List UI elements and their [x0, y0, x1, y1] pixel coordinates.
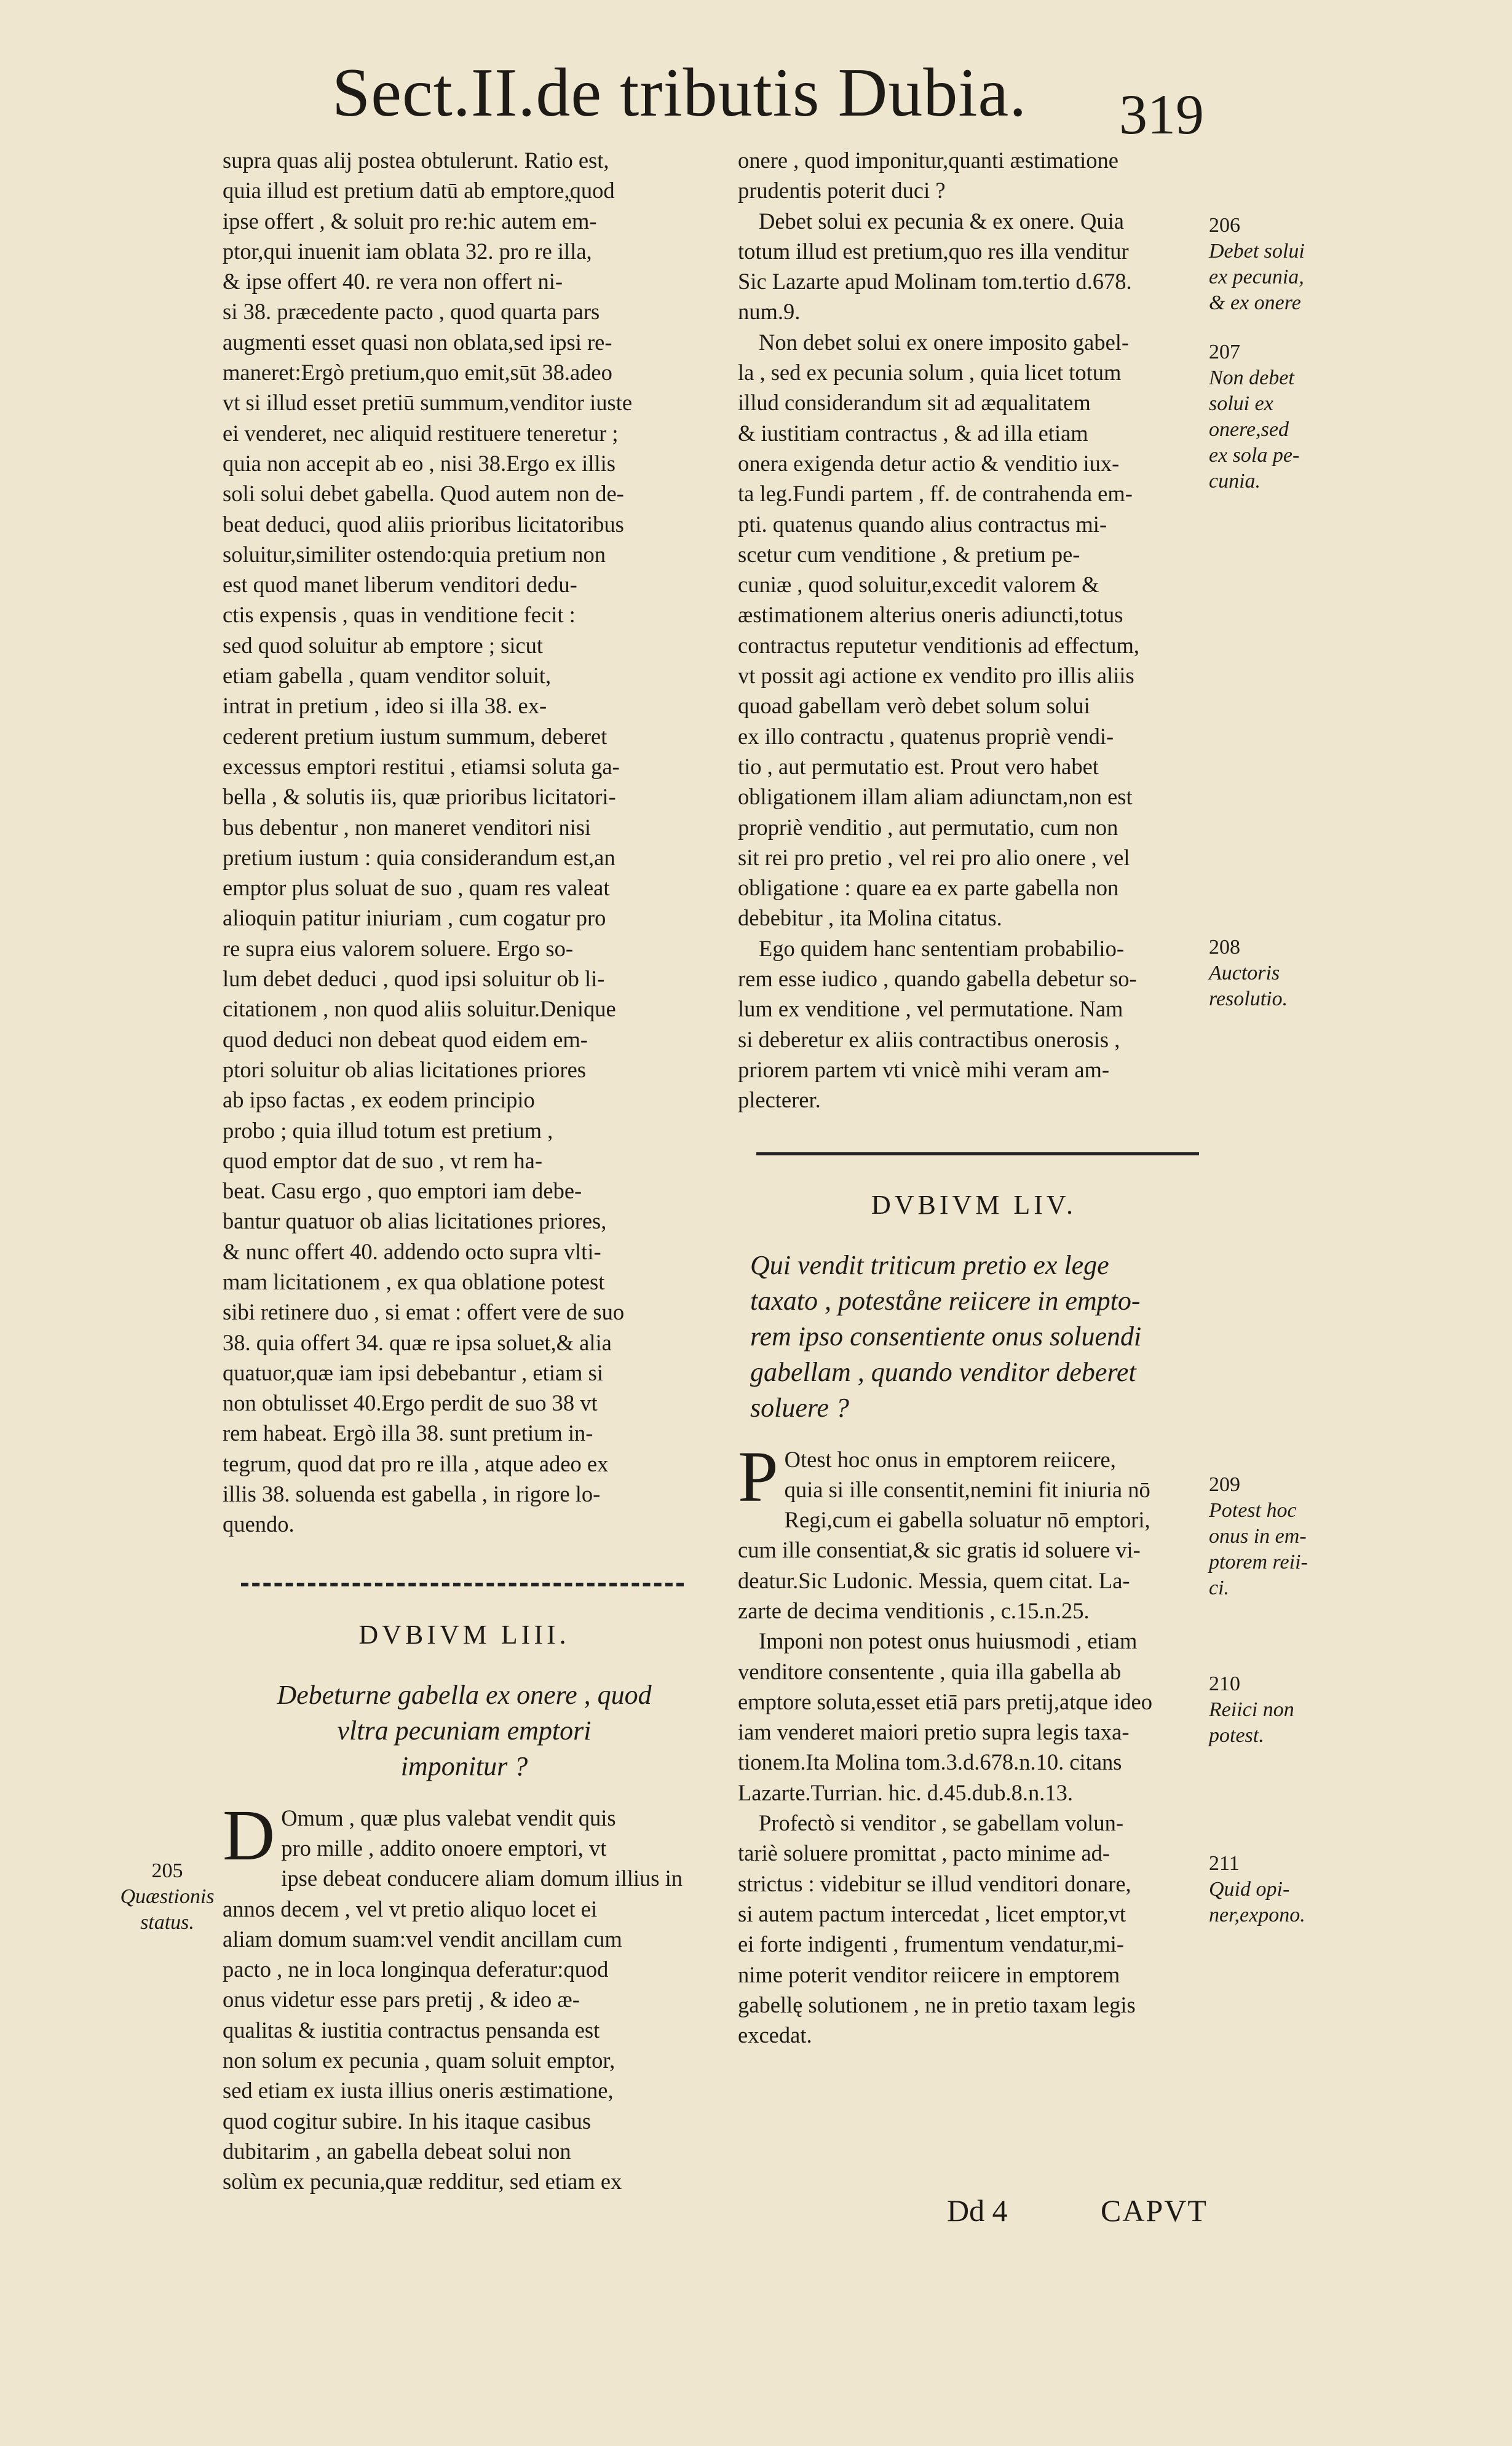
margin-note-line: Non debet [1209, 366, 1294, 389]
text-line: ex illo contractu , quatenus propriè vendi- [738, 723, 1114, 749]
text-line: annos decem , vel vt pretio aliquo locet ei [223, 1896, 598, 1922]
text-line: tio , aut permutatio est. Prout vero habet [738, 753, 1099, 779]
text-line: ta leg.Fundi partem , ff. de contrahenda em- [738, 481, 1133, 507]
margin-note-208 [1209, 935, 1350, 1012]
text-line: rem ipso consentiente onus soluendi [750, 1321, 1142, 1352]
text-line: supra quas alij postea obtulerunt. Ratio est, [223, 148, 609, 173]
text-line: pti. quatenus quando alius contractus mi- [738, 511, 1107, 537]
text-line: est quod manet liberum venditori dedu- [223, 572, 577, 598]
text-line: nime poterit venditor reiicere in emptorem [738, 1961, 1120, 1987]
text-line: & ipse offert 40. re vera non offert ni- [223, 269, 563, 295]
text-line: si 38. præcedente pacto , quod quarta pars [223, 299, 600, 325]
text-line: gabellam , quando venditor deberet [750, 1356, 1136, 1387]
paragraph-208 [738, 933, 1210, 1115]
text-line: vt si illud esset pretiū summum,venditor iuste [223, 390, 633, 416]
text-line: ipse debeat conducere aliam domum illius in [281, 1866, 683, 1891]
margin-note-205 [106, 1858, 229, 1936]
margin-note-206 [1209, 213, 1350, 316]
margin-note-211 [1209, 1851, 1350, 1928]
text-line: taxato , poteståne reiicere in empto- [750, 1285, 1141, 1316]
text-line: cederent pretium iustum summum, deberet [223, 723, 608, 749]
margin-note-line: onus in em- [1209, 1525, 1307, 1548]
margin-note-text [1209, 1877, 1350, 1928]
text-line: contractus reputetur venditionis ad effectum, [738, 632, 1140, 658]
margin-note-text [1209, 1498, 1350, 1601]
text-line: mam licitationem , ex qua oblatione potest [223, 1269, 605, 1294]
margin-note-line: ci. [1209, 1577, 1230, 1599]
text-line: lum debet deduci , quod ipsi soluitur ob li- [223, 966, 605, 992]
text-line: sit rei pro pretio , vel rei pro alio onere , vel [738, 844, 1130, 870]
text-line: zarte de decima venditionis , c.15.n.25. [738, 1597, 1090, 1623]
text-line: intrat in pretium , ideo si illa 38. ex- [223, 693, 547, 719]
text-line: ptori soluitur ob alias licitationes priores [223, 1056, 586, 1082]
text-line: Debet solui ex pecunia & ex onere. Quia [759, 208, 1124, 234]
text-line: quia si ille consentit,nemini fit iniuria nō [784, 1476, 1150, 1502]
text-line: iam venderet maiori pretio supra legis taxa- [738, 1719, 1130, 1745]
text-line: Debeturne gabella ex onere , quod [277, 1679, 652, 1710]
margin-note-text [106, 1884, 229, 1936]
text-line: beat deduci, quod aliis prioribus licitatoribus [223, 511, 624, 537]
paragraph-continuation [223, 145, 706, 1540]
text-line: obligatione : quare ea ex parte gabella non [738, 875, 1119, 901]
text-line: non obtulisset 40.Ergo perdit de suo 38 vt [223, 1390, 598, 1416]
margin-note-line: ex sola pe- [1209, 444, 1300, 467]
text-line: etiam gabella , quam venditor soluit, [223, 663, 552, 689]
right-column [738, 145, 1210, 2050]
margin-note-number: 208 [1209, 936, 1240, 959]
text-line: æstimationem alterius oneris adiuncti,totus [738, 602, 1123, 628]
text-line: tegrum, quod dat pro re illa , atque adeo ex [223, 1451, 609, 1476]
text-line: num.9. [738, 299, 801, 325]
text-line: alioquin patitur iniuriam , cum cogatur pro [223, 905, 606, 931]
text-line: onus videtur esse pars pretij , & ideo æ- [223, 1987, 580, 2013]
text-line: emptor plus soluat de suo , quam res valeat [223, 875, 610, 901]
margin-note-text [1209, 960, 1350, 1012]
margin-note-line: potest. [1209, 1724, 1264, 1747]
page-number: 319 [1119, 83, 1204, 146]
text-line: rem habeat. Ergò illa 38. sunt pretium in- [223, 1420, 593, 1446]
text-line: si autem pactum intercedat , licet emptor,vt [738, 1901, 1126, 1926]
text-line: pretium iustum : quia considerandum est,an [223, 844, 615, 870]
text-line: quatuor,quæ iam ipsi debebantur , etiam si [223, 1360, 603, 1385]
paragraph-continuation [738, 145, 1210, 206]
text-line: Qui vendit triticum pretio ex lege [750, 1249, 1109, 1280]
drop-cap: D [223, 1794, 275, 1875]
text-line: ctis expensis , quas in venditione fecit : [223, 602, 576, 628]
text-line: onera exigenda detur actio & venditio iux- [738, 450, 1120, 476]
text-line: re supra eius valorem soluere. Ergo so- [223, 935, 573, 961]
margin-note-line: ptorem reii- [1209, 1551, 1308, 1573]
paragraph-211 [738, 1808, 1210, 2050]
text-line: ei venderet, nec aliquid restituere teneretur ; [223, 420, 619, 446]
dubium-53-question [223, 1677, 706, 1784]
text-line: Imponi non potest onus huiusmodi , etiam [759, 1628, 1138, 1654]
section-divider [756, 1152, 1199, 1155]
text-line: bus debentur , non maneret venditori nisi [223, 814, 592, 840]
text-line: solùm ex pecunia,quæ redditur, sed etiam ex [223, 2169, 622, 2195]
text-line: emptore soluta,esset etiā pars pretij,atque ideo [738, 1688, 1153, 1714]
text-line: bantur quatuor ob alias licitationes priores, [223, 1208, 607, 1234]
text-line: tariè soluere promittat , pacto minime ad- [738, 1840, 1110, 1866]
catchword: CAPVT [1101, 2193, 1208, 2228]
left-column [223, 145, 706, 2197]
text-line: non solum ex pecunia , quam soluit emptor, [223, 2048, 615, 2073]
text-line: ipse offert , & soluit pro re:hic autem em- [223, 208, 597, 234]
text-line: bella , & solutis iis, quæ prioribus licitatori- [223, 784, 616, 810]
signature-mark: Dd 4 [947, 2193, 1008, 2228]
text-line: quia non accepit ab eo , nisi 38.Ergo ex illis [223, 450, 615, 476]
margin-note-number: 206 [1209, 214, 1240, 237]
margin-note-text [1209, 1697, 1350, 1749]
section-divider [241, 1583, 684, 1586]
text-line: Non debet solui ex onere imposito gabel- [759, 329, 1130, 355]
margin-note-number: 210 [1209, 1672, 1240, 1695]
text-line: scetur cum venditione , & pretium pe- [738, 541, 1080, 567]
text-line: soli solui debet gabella. Quod autem non de- [223, 481, 624, 507]
paragraph-210 [738, 1626, 1210, 1808]
text-line: illud considerandum sit ad æqualitatem [738, 390, 1091, 416]
margin-note-line: solui ex [1209, 392, 1273, 415]
margin-note-207 [1209, 339, 1350, 494]
text-line: Profectò si venditor , se gabellam volun- [759, 1810, 1123, 1836]
text-line: vltra pecuniam emptori [337, 1715, 592, 1746]
text-line: tionem.Ita Molina tom.3.d.678.n.10. citans [738, 1749, 1122, 1775]
text-line: sed etiam ex iusta illius oneris æstimatione, [223, 2078, 614, 2104]
text-line: & iustitiam contractus , & ad illa etiam [738, 420, 1088, 446]
dubium-53-heading: DVBIVM LIII. [358, 1619, 570, 1650]
page-header-title: Sect.II.de tributis Dubia. [332, 55, 1027, 131]
margin-note-number: 209 [1209, 1473, 1240, 1496]
text-line: quendo. [223, 1511, 295, 1537]
text-line: quod cogitur subire. In his itaque casibus [223, 2108, 592, 2134]
text-line: imponitur ? [400, 1751, 528, 1781]
text-line: beat. Casu ergo , quo emptori iam debe- [223, 1178, 582, 1204]
margin-note-line: onere,sed [1209, 418, 1289, 441]
text-line: lum ex venditione , vel permutatione. Nam [738, 996, 1123, 1022]
margin-note-line: Quid opi- [1209, 1878, 1290, 1901]
text-line: & nunc offert 40. addendo octo supra vlti- [223, 1238, 601, 1264]
paragraph-206 [738, 206, 1210, 327]
text-line: Otest hoc onus in emptorem reiicere, [784, 1446, 1116, 1472]
text-line: propriè venditio , aut permutatio, cum non [738, 814, 1118, 840]
text-line: totum illud est pretium,quo res illa venditur [738, 238, 1129, 264]
text-line: Ego quidem hanc sententiam probabilio- [759, 935, 1124, 961]
text-line: quoad gabellam verò debet solum solui [738, 693, 1090, 719]
text-line: gabellę solutionem , ne in pretio taxam legis [738, 1992, 1136, 2017]
text-line: quod deduci non debeat quod eidem em- [223, 1026, 588, 1052]
text-line: Regi,cum ei gabella soluatur nō emptori, [784, 1507, 1150, 1533]
text-line: excedat. [738, 2022, 812, 2048]
text-line: obligationem illam aliam adiunctam,non est [738, 784, 1133, 810]
drop-cap: P [738, 1436, 778, 1517]
dubium-54-question [738, 1248, 1210, 1426]
margin-note-line: Quæstionis [120, 1885, 215, 1908]
text-line: probo ; quia illud totum est pretium , [223, 1117, 553, 1143]
text-line: quia illud est pretium datū ab emptore,̣quod [223, 178, 615, 204]
text-line: citationem , non quod aliis soluitur.Denique [223, 996, 616, 1022]
margin-note-line: ner,expono. [1209, 1904, 1305, 1926]
margin-note-line: Auctoris [1209, 962, 1280, 984]
margin-note-line: cunia. [1209, 470, 1261, 493]
text-line: prudentis poterit duci ? [738, 178, 946, 204]
text-line: dubitarim , an gabella debeat solui non [223, 2138, 571, 2164]
text-line: qualitas & iustitia contractus pensanda est [223, 2017, 600, 2043]
text-line: la , sed ex pecunia solum , quia licet totum [738, 360, 1122, 386]
paragraph-207 [738, 327, 1210, 933]
text-line: si deberetur ex aliis contractibus onerosis , [738, 1026, 1120, 1052]
text-line: 38. quia offert 34. quæ re ipsa soluet,& alia [223, 1329, 612, 1355]
dubium-53-body [223, 1794, 706, 2197]
text-line: aliam domum suam:vel vendit ancillam cum [223, 1926, 622, 1952]
text-line: Omum , quæ plus valebat vendit quis [281, 1805, 616, 1831]
margin-note-number: 211 [1209, 1852, 1240, 1875]
text-line: illis 38. soluenda est gabella , in rigore lo- [223, 1481, 601, 1507]
text-line: priorem partem vti vnicè mihi veram am- [738, 1056, 1110, 1082]
text-line: pro mille , addito onoere emptori, vt [281, 1835, 607, 1861]
margin-note-210 [1209, 1671, 1350, 1749]
text-line: vt possit agi actione ex vendito pro illis aliis [738, 663, 1134, 689]
text-line: augmenti esset quasi non oblata,sed ipsi re- [223, 329, 612, 355]
margin-note-line: & ex onere [1209, 291, 1301, 314]
margin-note-line: resolutio. [1209, 988, 1288, 1010]
text-line: soluitur,similiter ostendo:quia pretium non [223, 541, 606, 567]
text-line: Lazarte.Turrian. hic. d.45.dub.8.n.13. [738, 1779, 1074, 1805]
margin-note-line: Debet solui [1209, 240, 1305, 263]
margin-note-line: Reiici non [1209, 1698, 1294, 1721]
margin-note-line: ex pecunia, [1209, 266, 1304, 288]
text-line: quod emptor dat de suo , vt rem ha- [223, 1147, 543, 1173]
text-line: cuniæ , quod soluitur,excedit valorem & [738, 572, 1099, 598]
text-line: maneret:Ergò pretium,quo emit,sūt 38.adeo [223, 360, 612, 386]
text-line: soluere ? [750, 1392, 849, 1423]
text-line: rem esse iudico , quando gabella debetur so- [738, 966, 1137, 992]
text-line: sibi retinere duo , si emat : offert vere de suo [223, 1299, 625, 1325]
margin-note-line: Potest hoc [1209, 1499, 1297, 1522]
text-line: onere , quod imponitur,quanti æstimatione [738, 148, 1118, 173]
text-line: Sic Lazarte apud Molinam tom.tertio d.678. [738, 269, 1132, 295]
text-line: sed quod soluitur ab emptore ; sicut [223, 632, 544, 658]
text-line: cum ille consentiat,& sic gratis id soluere vi- [738, 1537, 1141, 1563]
text-line: debebitur , ita Molina citatus. [738, 905, 1002, 931]
dubium-54-heading: DVBIVM LIV. [871, 1189, 1077, 1220]
margin-note-text [1209, 365, 1350, 494]
text-line: venditore consentente , quia illa gabella ab [738, 1658, 1122, 1684]
margin-note-number: 207 [1209, 341, 1240, 363]
margin-note-209 [1209, 1472, 1350, 1601]
margin-note-text [1209, 239, 1350, 316]
paragraph-209 [738, 1436, 1210, 1626]
text-line: excessus emptori restitui , etiamsi soluta ga- [223, 753, 620, 779]
text-line: strictus : videbitur se illud venditori donare, [738, 1870, 1131, 1896]
margin-note-line: status. [140, 1911, 194, 1934]
text-line: ptor,qui inuenit iam oblata 32. pro re illa, [223, 238, 592, 264]
margin-note-number: 205 [151, 1859, 183, 1882]
text-line: deatur.Sic Ludonic. Messia, quem citat. La- [738, 1567, 1130, 1593]
text-line: ei forte indigenti , frumentum vendatur,mi- [738, 1931, 1124, 1957]
text-line: ab ipso factas , ex eodem principio [223, 1087, 535, 1113]
text-line: plecterer. [738, 1087, 821, 1113]
text-line: pacto , ne in loca longinqua deferatur:quod [223, 1957, 609, 1982]
